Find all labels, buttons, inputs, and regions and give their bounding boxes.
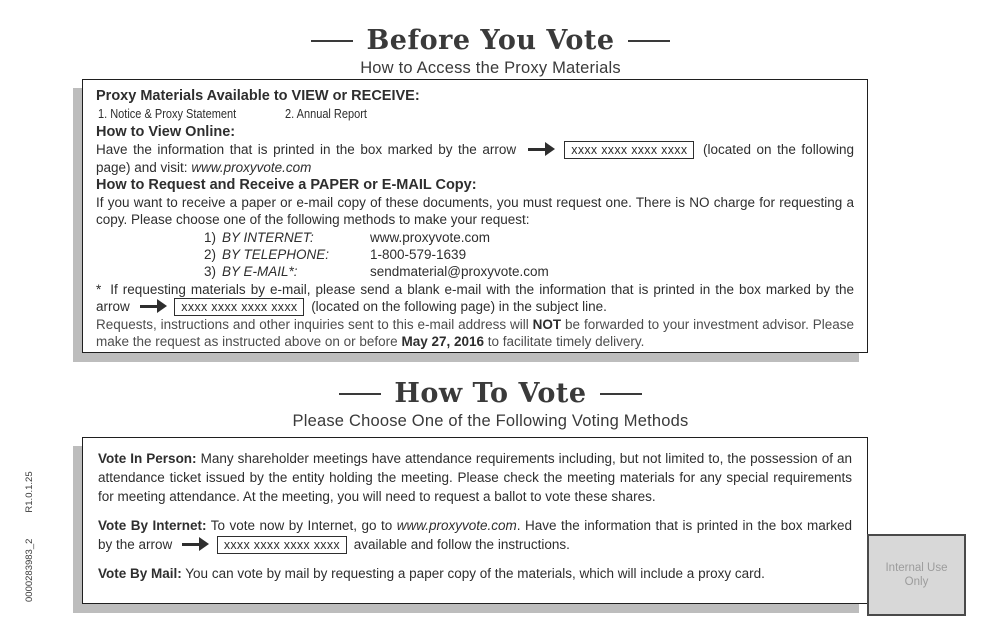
internal-use-label-line1: Internal Use: [885, 562, 948, 574]
before-you-vote-subtitle: How to Access the Proxy Materials: [360, 59, 621, 77]
control-number-box: [564, 141, 694, 159]
view-online-paragraph: [96, 141, 854, 176]
voting-methods-box: [82, 437, 868, 604]
deadline-date: May 27, 2016: [401, 334, 485, 349]
request-methods-list: [204, 229, 854, 280]
vote-by-mail-paragraph: [98, 564, 852, 583]
vote-by-internet-text-2: . Have the information that is printed in the box marked by the arrow: [98, 518, 852, 552]
title-dash-right-icon: [600, 393, 642, 396]
arrow-right-icon: [182, 543, 200, 547]
email-note-paragraph: [96, 281, 854, 316]
vote-by-mail-label: Vote By Mail:: [98, 566, 182, 581]
material-item-annual: 2. Annual Report: [284, 107, 367, 121]
advisor-note-not: NOT: [532, 317, 562, 332]
internal-use-label-line2: Only: [904, 576, 929, 588]
vote-by-internet-text: To vote now by Internet, go to: [210, 518, 393, 533]
advisor-note-paragraph: [96, 316, 854, 350]
control-number-placeholder: xxxx xxxx xxxx xxxx: [571, 143, 688, 157]
method-value: 1-800-579-1639: [370, 247, 467, 262]
how-to-vote-title: How To Vote: [394, 378, 587, 409]
arrow-right-icon: [528, 148, 546, 152]
document-code: 0000283983_2: [24, 538, 35, 602]
advisor-note-text-2: be forwarded to your investment advisor. Please make the request as instructed above on or before: [96, 317, 854, 349]
document-side-code: [24, 417, 35, 602]
method-number: 1): [204, 230, 217, 245]
method-number: 2): [204, 247, 217, 262]
view-online-heading: How to View Online:: [96, 124, 236, 140]
title-dash-left-icon: [311, 40, 353, 43]
control-number-box: [174, 298, 304, 316]
title-dash-right-icon: [628, 40, 670, 43]
request-copy-paragraph: If you want to receive a paper or e-mail copy of these documents, you must request one. There is NO charge for requesting a copy. Please choose one of the following methods to make your request:: [96, 195, 854, 227]
how-to-vote-subtitle: Please Choose One of the Following Voting Methods: [292, 412, 689, 430]
advisor-note-text-3: to facilitate timely delivery.: [487, 334, 645, 349]
control-number-placeholder: xxxx xxxx xxxx xxxx: [223, 538, 340, 552]
vote-in-person-text: Many shareholder meetings have attendance requirements including, but not limited to, the possession of an attendance ticket issued by the entity holding the meeting. Please check the meeting materials for any special requirements for meeting attendance. At the meeting, you will need to request a ballot to vote these shares.: [98, 451, 853, 504]
view-online-text: Have the information that is printed in the box marked by the arrow: [96, 142, 517, 157]
internal-use-box: [867, 534, 966, 616]
vote-by-internet-label: Vote By Internet:: [98, 518, 207, 533]
footnote-asterisk: *: [96, 282, 102, 297]
method-value: www.proxyvote.com: [370, 230, 491, 245]
email-note-text-2: (located on the following page) in the subject line.: [311, 299, 607, 314]
before-you-vote-title: Before You Vote: [366, 25, 615, 56]
proxyvote-url: www.proxyvote.com: [396, 518, 517, 533]
how-to-vote-header: [0, 379, 981, 431]
method-label: BY E-MAIL*:: [222, 264, 298, 279]
method-number: 3): [204, 264, 217, 279]
before-you-vote-header: [0, 26, 981, 78]
advisor-note-text: Requests, instructions and other inquiries sent to this e-mail address will: [96, 317, 529, 332]
proxy-materials-box: [82, 79, 868, 353]
proxyvote-url: www.proxyvote.com: [191, 160, 312, 175]
method-label: BY TELEPHONE:: [222, 247, 330, 262]
title-dash-left-icon: [339, 393, 381, 396]
vote-by-internet-text-3: available and follow the instructions.: [353, 537, 570, 552]
control-number-box: [217, 536, 347, 554]
document-revision: R1.0.1.25: [24, 471, 35, 513]
control-number-placeholder: xxxx xxxx xxxx xxxx: [181, 300, 298, 314]
request-method-telephone: [204, 246, 854, 263]
email-note-text: If requesting materials by e-mail, please send a blank e-mail with the information that is printed in the box marked by the arrow: [96, 282, 854, 314]
materials-heading: Proxy Materials Available to VIEW or RECEIVE:: [96, 88, 420, 104]
method-value: sendmaterial@proxyvote.com: [370, 264, 549, 279]
view-online-text-2: (located on the following page) and visit:: [96, 142, 854, 175]
vote-in-person-paragraph: [98, 449, 852, 506]
request-copy-heading: How to Request and Receive a PAPER or E-MAIL Copy:: [96, 177, 477, 193]
vote-by-internet-paragraph: [98, 516, 852, 554]
method-label: BY INTERNET:: [222, 230, 314, 245]
materials-list: [98, 106, 854, 122]
arrow-right-icon: [140, 305, 158, 309]
request-method-email: [204, 263, 854, 280]
request-method-internet: [204, 229, 854, 246]
material-item-notice: 1. Notice & Proxy Statement: [98, 107, 237, 121]
vote-in-person-label: Vote In Person:: [98, 451, 197, 466]
vote-by-mail-text: You can vote by mail by requesting a paper copy of the materials, which will include a proxy card.: [185, 566, 765, 581]
